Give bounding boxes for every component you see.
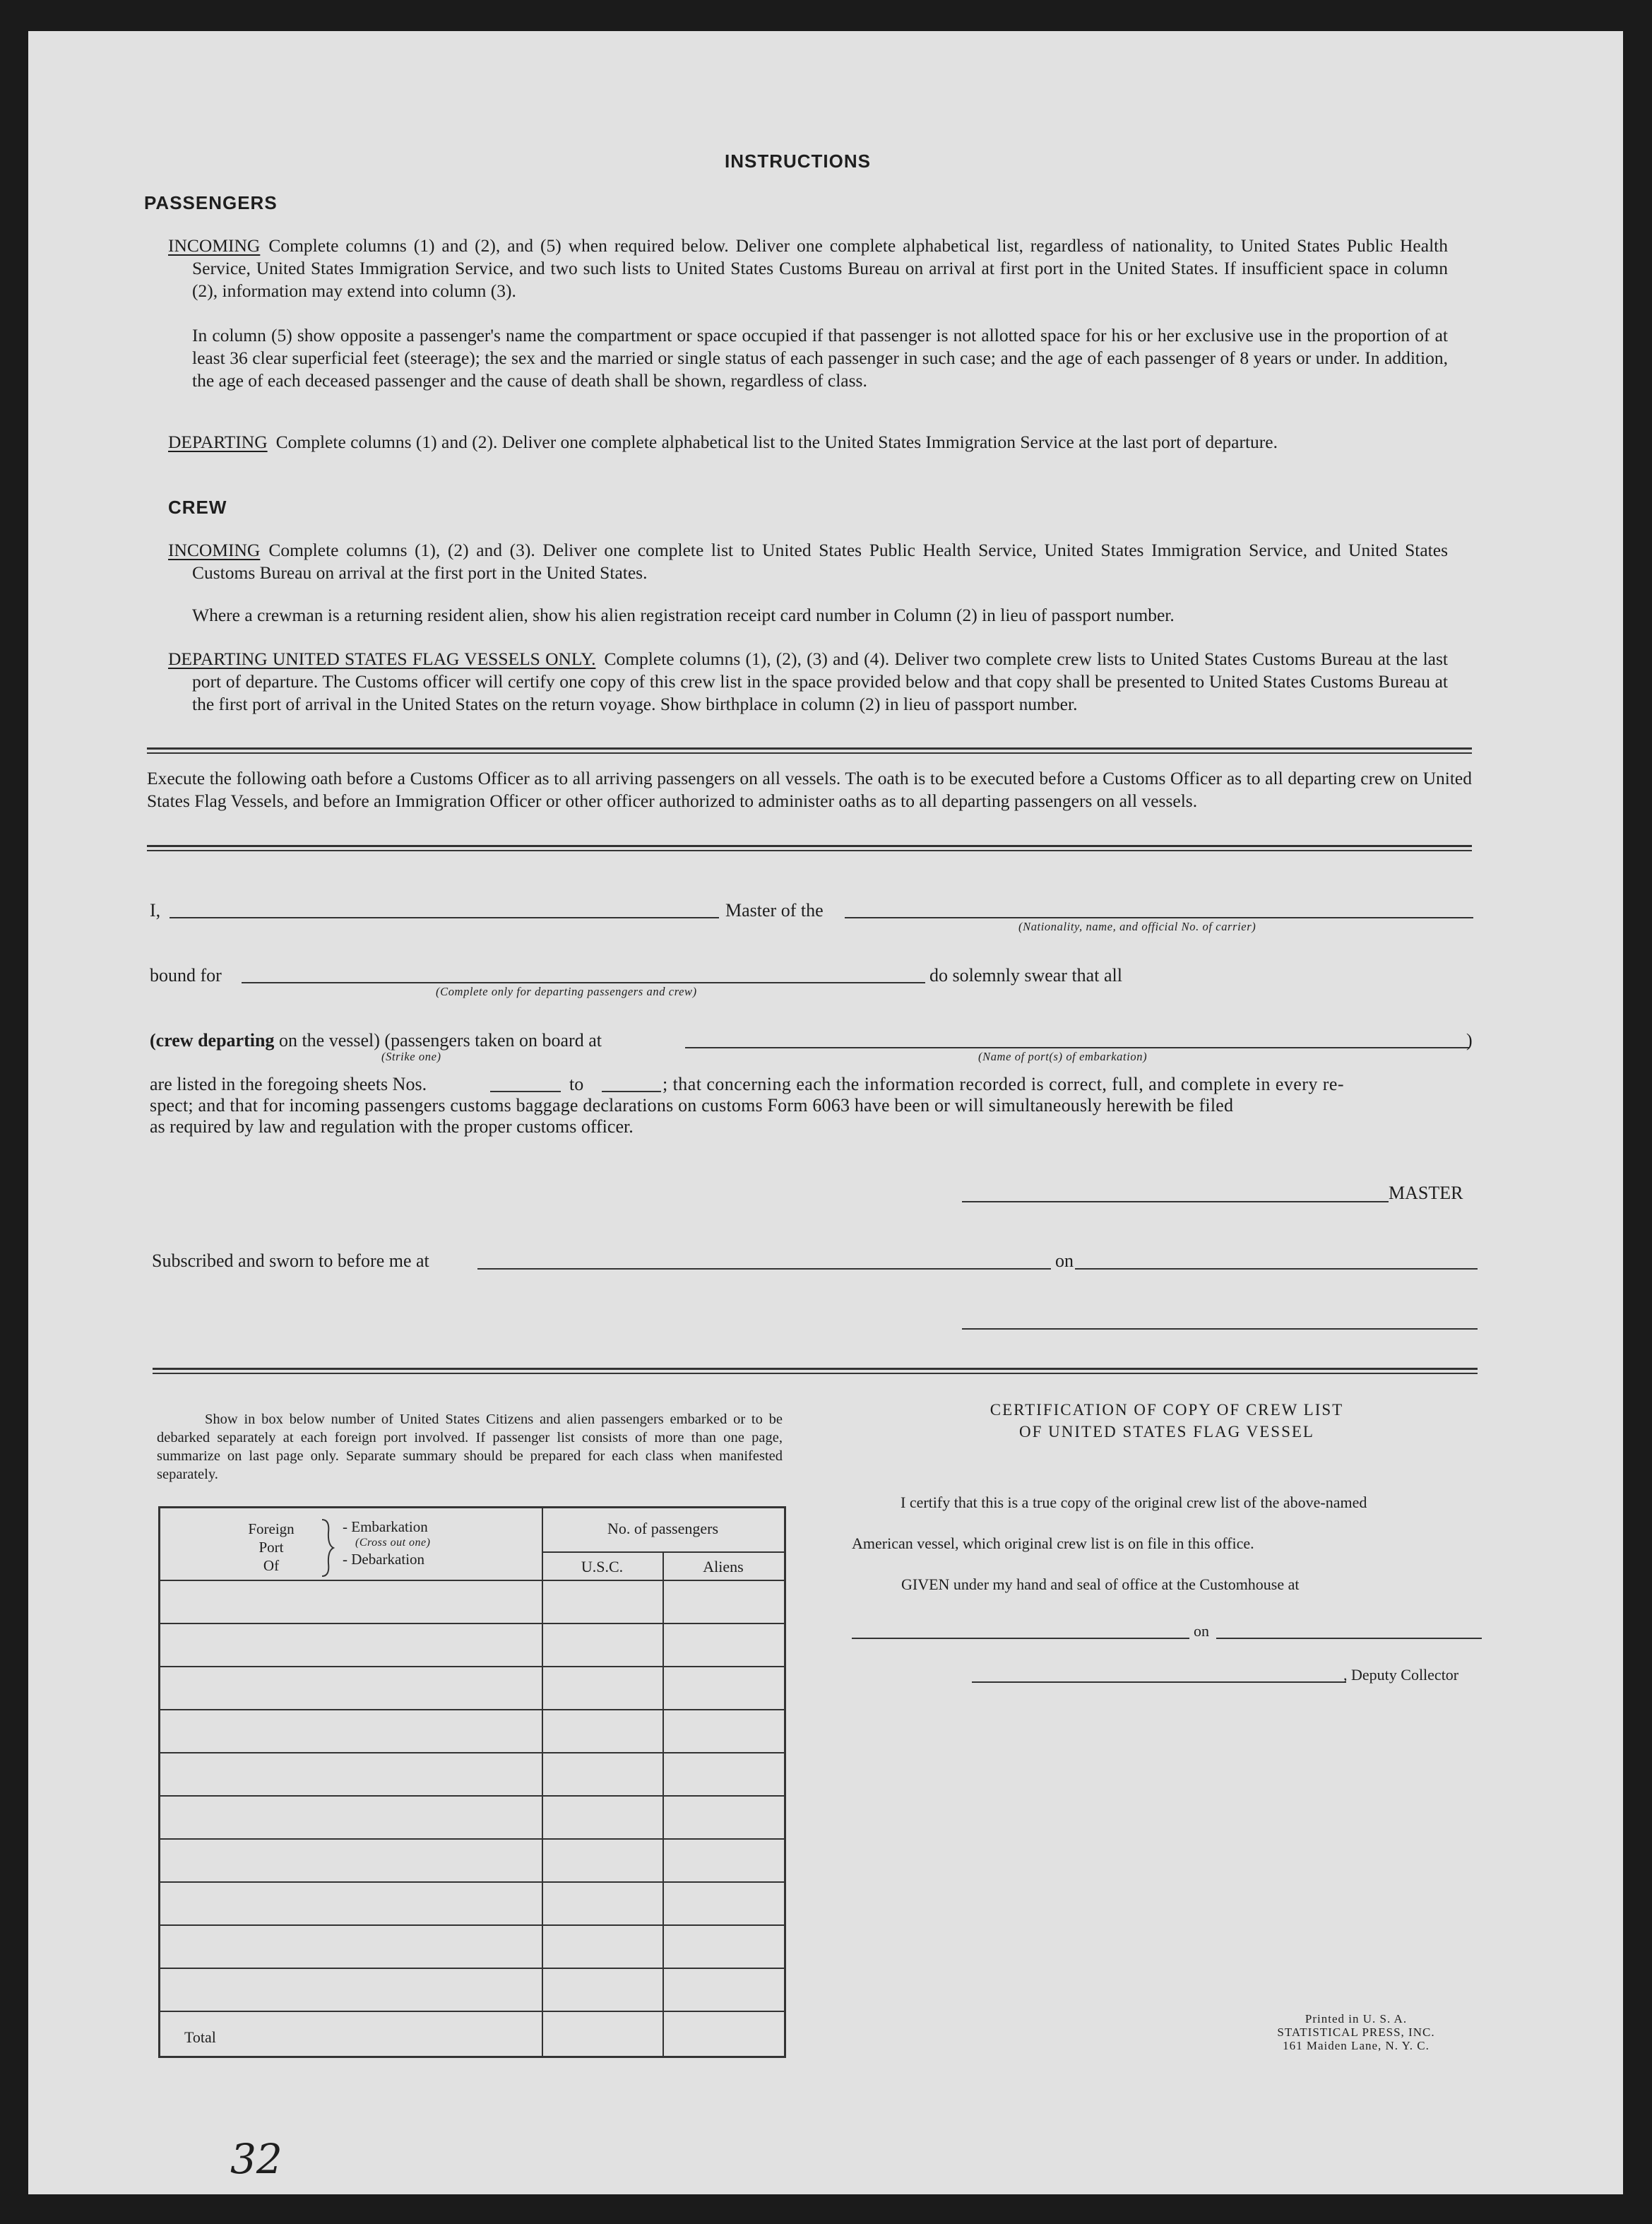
usc-header: U.S.C.: [581, 1558, 624, 1575]
table-row-line: [160, 1623, 784, 1624]
sheets-suffix: ; that concerning each the information recorded is correct, full, and complete in every re-: [662, 1074, 1344, 1094]
crew-incoming-label: INCOMING: [168, 540, 261, 560]
sheets-prefix: are listed in the foregoing sheets Nos.: [150, 1074, 427, 1094]
deputy-signature-field[interactable]: [972, 1681, 1346, 1683]
passenger-summary-table: [158, 1506, 786, 2058]
divider: [147, 747, 1472, 754]
passengers-departing-paragraph: [168, 431, 1448, 454]
column5-paragraph: In column (5) show opposite a passenger's name the compartment or space occupied if that passenger is not allotted space for his or her exclusive use in the proportion of at least 36 clear superficial feet (steerage); the sex and the married or single status of each passenger in such case; and the age of each passenger of 8 years or under. In addition, the age of each deceased passenger and the cause of death shall be shown, regardless of class.: [192, 325, 1448, 391]
port-text: Port: [259, 1539, 284, 1556]
close-paren: ): [1466, 1030, 1473, 1051]
master-of-the-label: Master of the: [725, 900, 824, 921]
carrier-caption: (Nationality, name, and official No. of carrier): [1018, 920, 1256, 933]
oath-line3: as required by law and regulation with the proper customs officer.: [150, 1116, 634, 1137]
printer-imprint: [1257, 2012, 1455, 2052]
subscribed-place-field[interactable]: [477, 1268, 1051, 1270]
on-the-vessel-text: on the vessel): [278, 1030, 380, 1051]
passengers-incoming-label: INCOMING: [168, 235, 261, 256]
certification-title-line1: CERTIFICATION OF COPY OF CREW LIST: [990, 1401, 1344, 1419]
passengers-departing-text: Complete columns (1) and (2). Deliver one complete alphabetical list to the United States Immigration Service at the last port of departure.: [275, 432, 1278, 452]
oath-line2: spect; and that for incoming passengers customs baggage declarations on customs Form 6063 have been or will simultaneously herewith be filed: [150, 1095, 1234, 1116]
table-row-line: [160, 1924, 784, 1926]
table-row-line: [160, 2011, 784, 2012]
master-label: MASTER: [1389, 1183, 1463, 1203]
crew-departing-text: (crew departing: [150, 1030, 275, 1051]
oath-instruction: Execute the following oath before a Customs Officer as to all arriving passengers on all vessels. The oath is to be executed before a Customs Officer as to all departing crew on United States Flag Vessels, and before an Immigration Officer or other officer authorized to administer oaths as to all departing passengers on all vessels.: [147, 768, 1472, 811]
handwritten-page-number: 32: [230, 2135, 283, 2183]
printer-line1: Printed in U. S. A.: [1305, 2012, 1408, 2025]
debarkation-option[interactable]: - Debarkation: [343, 1551, 425, 1568]
carrier-field[interactable]: [845, 917, 1473, 918]
certification-date-field[interactable]: [1216, 1638, 1482, 1639]
embarkation-option[interactable]: - Embarkation: [343, 1518, 428, 1535]
crew-incoming-paragraph: [168, 539, 1448, 584]
sheets-to-label: to: [569, 1074, 584, 1094]
table-row-line: [160, 1795, 784, 1797]
passengers-incoming-text: Complete columns (1) and (2), and (5) when required below. Deliver one complete alphabetical list, regardless of nationality, to United States Public Health Service, United States Immigration Service, and two such lists to United States Customs Bureau on arrival at first port in the United States. If insufficient space in column (2), information may extend into column (3).: [192, 235, 1448, 301]
bound-for-label: bound for: [150, 965, 222, 986]
subscribed-label: Subscribed and sworn to before me at: [152, 1250, 429, 1271]
table-row-line: [160, 1968, 784, 1969]
crew-incoming-text: Complete columns (1), (2) and (3). Deliver one complete list to United States Public Health Service, United States Immigration Service, and United States Customs Bureau on arrival at the first port in the United States.: [192, 540, 1448, 583]
divider: [153, 1368, 1478, 1374]
subscribed-on-label: on: [1055, 1250, 1074, 1271]
printer-line2: STATISTICAL PRESS, INC.: [1277, 2025, 1435, 2039]
passengers-incoming-paragraph: [168, 235, 1448, 302]
certification-on-label: on: [1194, 1622, 1209, 1640]
oath-i-label: I,: [150, 900, 161, 921]
crew-heading: CREW: [168, 497, 227, 518]
departing-caption: (Complete only for departing passengers and crew): [436, 985, 697, 998]
customhouse-field[interactable]: [852, 1638, 1189, 1639]
table-row-line: [160, 1881, 784, 1883]
crew-departing-label: DEPARTING UNITED STATES FLAG VESSELS ONLY.: [168, 649, 596, 669]
passengers-heading: PASSENGERS: [144, 192, 278, 213]
crew-alien-paragraph: Where a crewman is a returning resident alien, show his alien registration receipt card number in Column (2) in lieu of passport number.: [192, 605, 1175, 625]
printer-line3: 161 Maiden Lane, N. Y. C.: [1283, 2039, 1430, 2052]
brace-icon: [320, 1518, 335, 1578]
table-row-line: [160, 1838, 784, 1840]
foreign-port-of-label: [239, 1520, 303, 1575]
certification-line2: American vessel, which original crew list is on file in this office.: [852, 1534, 1254, 1552]
cross-out-caption: (Cross out one): [355, 1537, 431, 1549]
sheet-from-field[interactable]: [490, 1091, 561, 1092]
swear-text: do solemnly swear that all: [929, 965, 1122, 986]
certification-title: [920, 1399, 1414, 1443]
officer-signature-field[interactable]: [962, 1328, 1478, 1330]
deputy-collector-label: , Deputy Collector: [1343, 1666, 1459, 1684]
foreign-text: Foreign: [248, 1520, 295, 1537]
strike-one-caption: (Strike one): [381, 1050, 441, 1063]
table-row-line: [160, 1752, 784, 1753]
crew-departing-text: Complete columns (1), (2), (3) and (4). Deliver two complete crew lists to United States Customs Bureau at the last port of departure. The Customs officer will certify one copy of this crew list in the space provided below and that copy shall be presented to United States Customs Bureau at the first port of arrival in the United States on the return voyage. Show birthplace in column (2) in lieu of passport number.: [192, 649, 1448, 714]
total-label: Total: [184, 2028, 216, 2046]
passengers-departing-label: DEPARTING: [168, 432, 268, 452]
embarkation-port-field[interactable]: [685, 1047, 1469, 1048]
master-name-field[interactable]: [170, 917, 719, 918]
summary-instruction: Show in box below number of United States Citizens and alien passengers embarked or to be debarked separately at each foreign port involved. If passenger list consists of more than one page, summarize on last page only. Separate summary should be prepared for each class when manifested separately.: [157, 1412, 783, 1482]
crew-departing-paragraph: [168, 648, 1448, 716]
crew-passengers-line: [150, 1030, 602, 1051]
aliens-header: Aliens: [703, 1558, 744, 1575]
subscribed-date-field[interactable]: [1075, 1268, 1478, 1270]
of-text: Of: [263, 1557, 280, 1574]
port-caption: (Name of port(s) of embarkation): [978, 1050, 1148, 1063]
table-row-line: [160, 1709, 784, 1710]
sheet-to-field[interactable]: [602, 1091, 661, 1092]
table-row-line: [160, 1666, 784, 1667]
certification-line1: I certify that this is a true copy of the original crew list of the above-named: [901, 1493, 1367, 1511]
certification-line3: GIVEN under my hand and seal of office at the Customhouse at: [901, 1575, 1300, 1593]
bound-for-field[interactable]: [242, 982, 925, 983]
table-header-divider: [542, 1551, 784, 1553]
instructions-heading: INSTRUCTIONS: [725, 150, 871, 172]
table-col-divider: [542, 1508, 543, 2056]
master-signature-field[interactable]: [962, 1201, 1389, 1202]
passengers-taken-text: (passengers taken on board at: [384, 1030, 602, 1051]
table-header-bottom: [160, 1580, 784, 1581]
no-of-passengers-header: No. of passengers: [607, 1520, 719, 1537]
certification-title-line2: OF UNITED STATES FLAG VESSEL: [1019, 1423, 1314, 1441]
table-col-divider: [662, 1551, 664, 2056]
divider: [147, 845, 1472, 851]
